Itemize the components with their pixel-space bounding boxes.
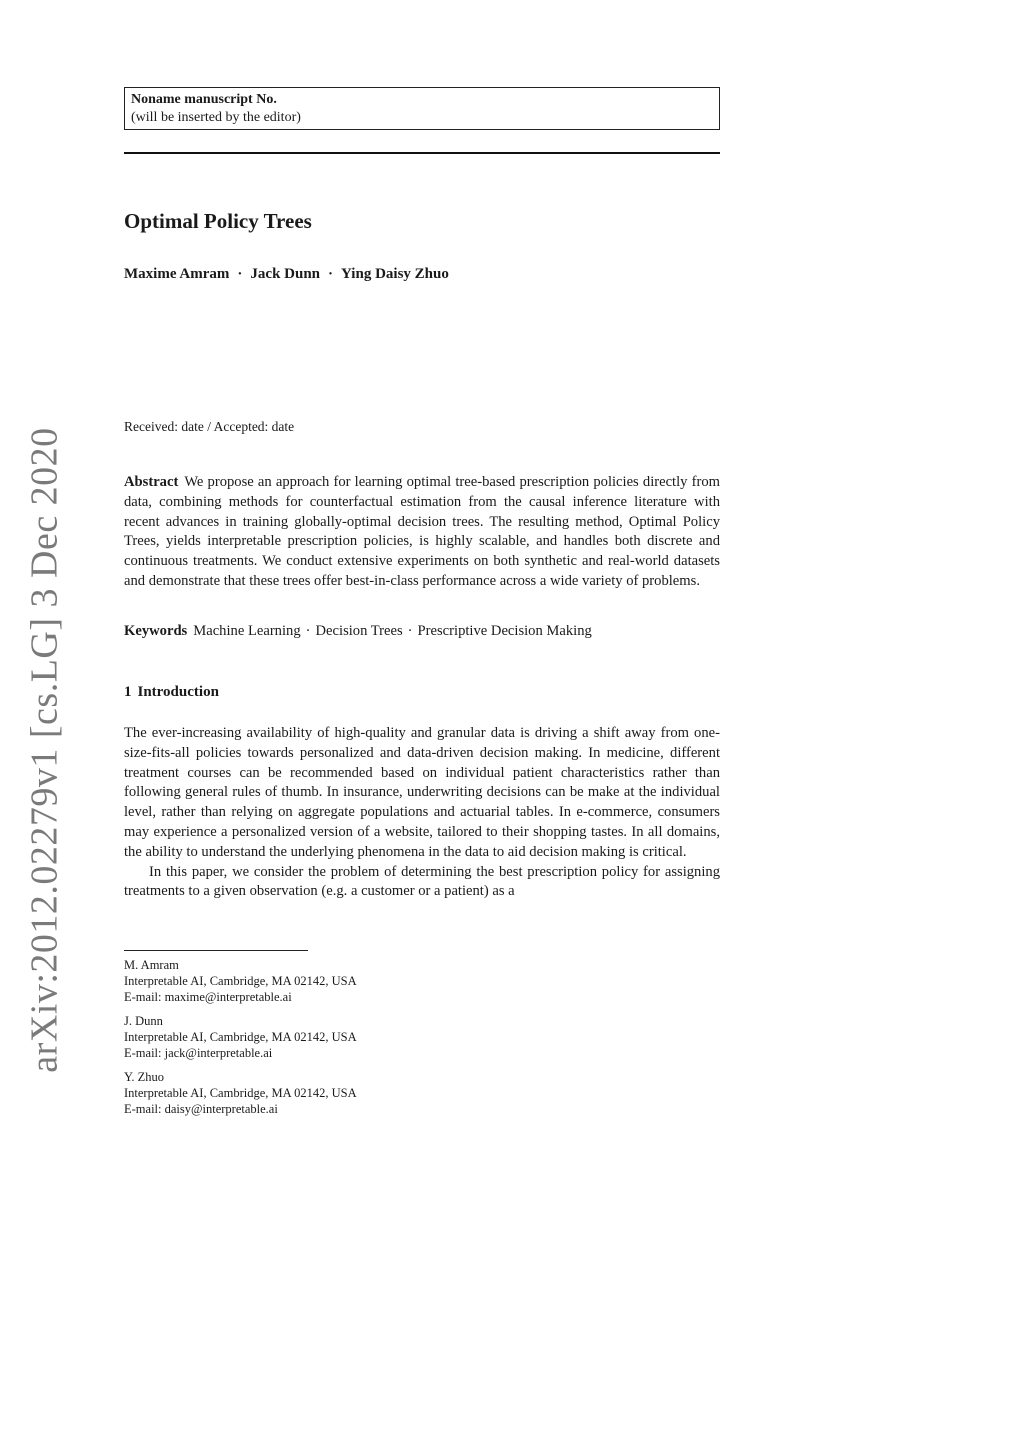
keyword-separator: · (305, 623, 311, 639)
affiliation-email: E-mail: daisy@interpretable.ai (124, 1102, 278, 1116)
section-heading (124, 684, 219, 701)
author-name: Maxime Amram (124, 266, 230, 282)
affiliation-org: Interpretable AI, Cambridge, MA 02142, USA (124, 1030, 357, 1044)
received-accepted-dates: Received: date / Accepted: date (124, 419, 295, 434)
arxiv-stamp-text: arXiv:2012.02279v1 [cs.LG] 3 Dec 2020 (24, 427, 66, 1073)
abstract-label: Abstract (124, 474, 179, 490)
affiliation-org: Interpretable AI, Cambridge, MA 02142, USA (124, 974, 357, 988)
author-list (124, 264, 504, 284)
keywords (124, 622, 720, 642)
affiliation-org: Interpretable AI, Cambridge, MA 02142, USA (124, 1086, 357, 1100)
keyword-separator: · (407, 623, 413, 639)
affiliation-block (124, 1013, 624, 1061)
manuscript-line-2: (will be inserted by the editor) (131, 110, 301, 125)
abstract (124, 473, 720, 592)
keyword: Machine Learning (193, 623, 301, 639)
author-name: Ying Daisy Zhuo (341, 266, 449, 282)
keyword: Prescriptive Decision Making (417, 623, 592, 639)
affiliation-name: J. Dunn (124, 1014, 163, 1028)
footnote-rule (124, 950, 308, 951)
section-number: 1 (124, 684, 132, 700)
affiliation-block (124, 1069, 624, 1117)
manuscript-box (124, 87, 720, 130)
manuscript-line-1: Noname manuscript No. (131, 92, 277, 107)
introduction-body (124, 724, 720, 902)
abstract-text: We propose an approach for learning optimal tree-based prescription policies directly from data, combining methods for counterfactual estimation from the causal inference literature with recent advances in training globally-optimal decision trees. The resulting method, Optimal Policy Trees, yields interpretable prescription policies, is highly scalable, and handles both discrete and continuous treatments. We conduct extensive experiments on both synthetic and real-world datasets and demonstrate that these trees offer best-in-class performance across a wide variety of problems. (124, 474, 720, 589)
affiliation-block (124, 957, 624, 1005)
author-name: Jack Dunn (250, 266, 321, 282)
author-separator: · (328, 266, 334, 282)
section-title: Introduction (137, 684, 219, 700)
paragraph: The ever-increasing availability of high-quality and granular data is driving a shift away from one-size-fits-all policies towards personalized and data-driven decision making. In medicine, different treatment courses can be recommended based on individual patient characteristics rather than following general rules of thumb. In insurance, underwriting decisions can be make at the individual level, rather than relying on aggregate populations and actuarial tables. In e-commerce, consumers may experience a personalized version of a website, tailored to their shopping tastes. In all domains, the ability to understand the underlying phenomena in the data to aid decision making is critical. (124, 725, 720, 860)
author-separator: · (237, 266, 243, 282)
affiliation-email: E-mail: jack@interpretable.ai (124, 1046, 273, 1060)
paper-title: Optimal Policy Trees (124, 209, 312, 233)
paragraph: In this paper, we consider the problem of determining the best prescription policy for assigning treatments to a given observation (e.g. a customer or a patient) as a (124, 863, 720, 900)
keywords-label: Keywords (124, 623, 188, 639)
affiliation-email: E-mail: maxime@interpretable.ai (124, 990, 292, 1004)
header-rule (124, 152, 720, 154)
affiliation-name: Y. Zhuo (124, 1070, 165, 1084)
keyword: Decision Trees (315, 623, 403, 639)
affiliations (124, 957, 624, 1125)
affiliation-name: M. Amram (124, 958, 179, 972)
arxiv-side-stamp (12, 427, 78, 1073)
